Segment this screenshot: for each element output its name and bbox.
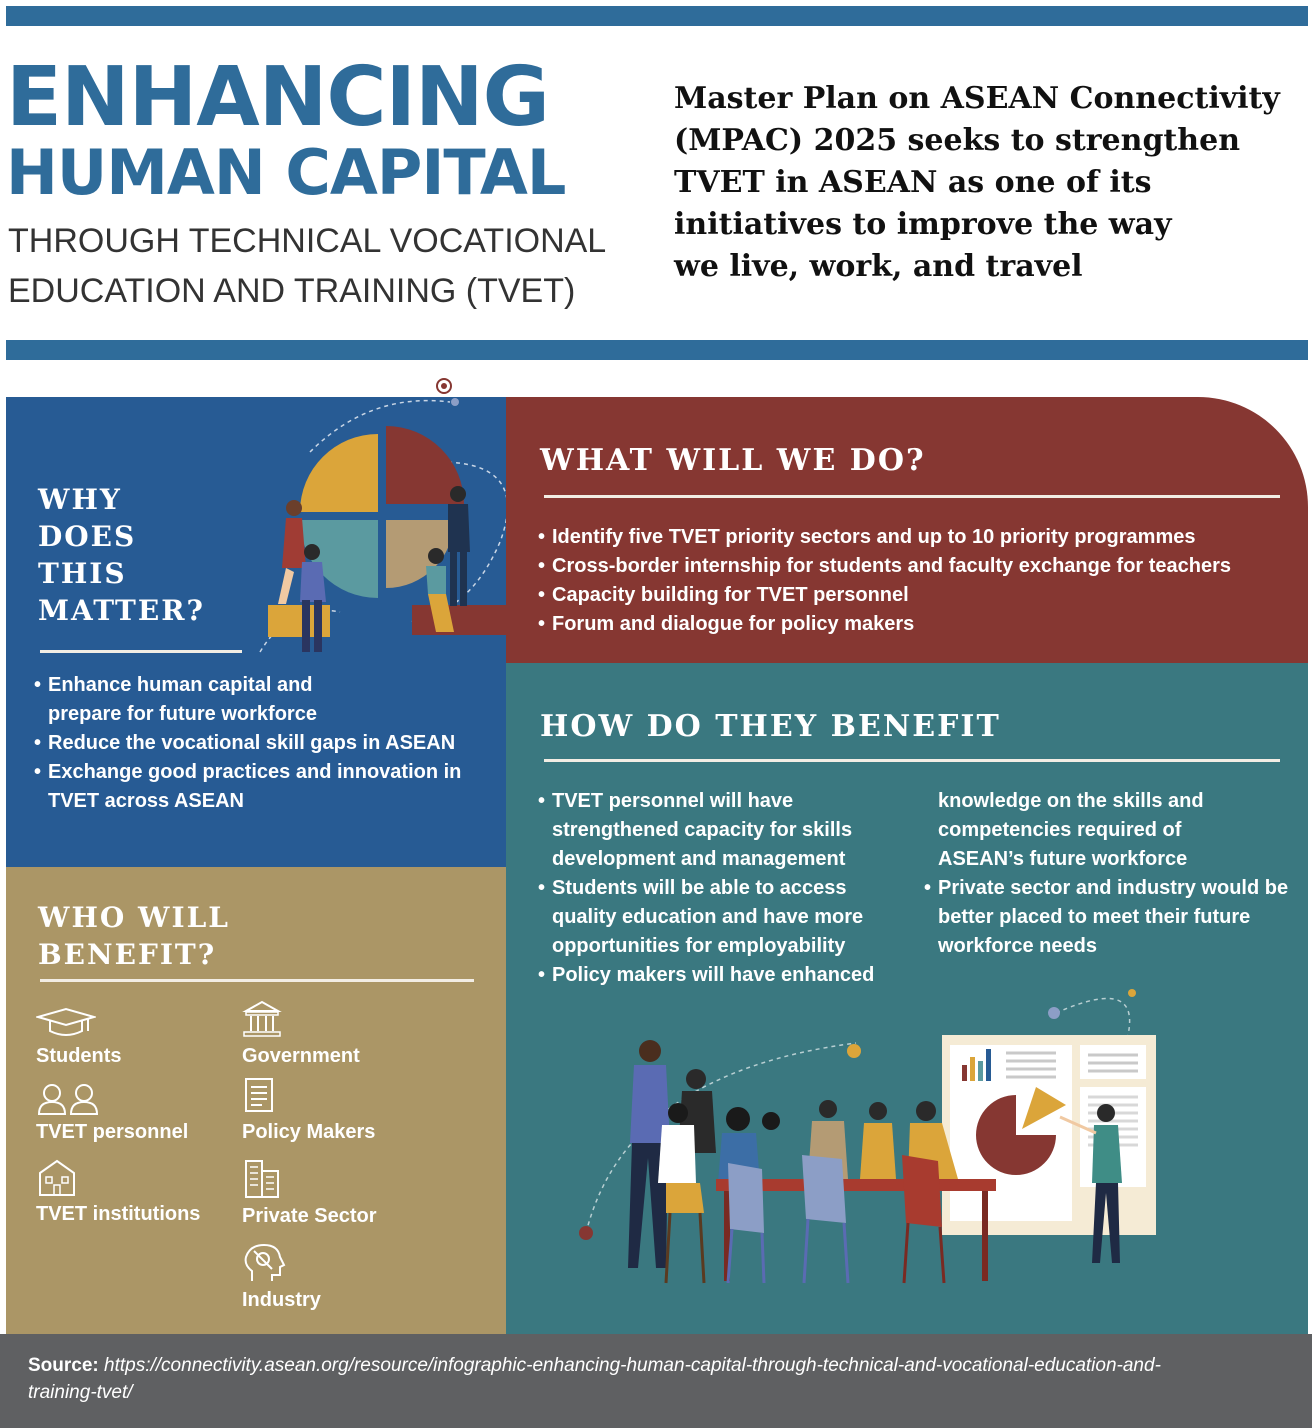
source-footer — [0, 1334, 1312, 1428]
what-rule — [544, 495, 1280, 498]
intro-line: Master Plan on ASEAN Connectivity — [674, 81, 1280, 116]
people-icon — [36, 1083, 102, 1115]
benefit-tvet-institutions — [36, 1157, 200, 1226]
how-rule — [544, 759, 1280, 762]
why-heading-line: THIS — [38, 557, 127, 590]
benefit-label: Government — [242, 1045, 360, 1067]
graduation-cap-icon — [36, 1007, 96, 1039]
why-heading-line: WHY — [38, 483, 122, 516]
how-heading: HOW DO THEY BENEFIT — [540, 709, 1001, 744]
why-heading — [38, 481, 205, 629]
how-bullet: • Policy makers will have enhanced — [538, 961, 893, 990]
how-bullet: • TVET personnel will have strengthened capacity for skills development and management — [538, 787, 862, 874]
subtitle-line-2: EDUCATION AND TRAINING (TVET) — [8, 272, 576, 310]
benefit-label: Private Sector — [242, 1205, 377, 1227]
who-rule — [40, 979, 474, 982]
why-bullets — [34, 671, 494, 816]
what-heading: WHAT WILL WE DO? — [540, 443, 926, 478]
benefit-policy-makers — [242, 1077, 375, 1144]
intro-text — [674, 78, 1294, 288]
benefit-label: Students — [36, 1045, 122, 1067]
why-bullet: • Reduce the vocational skill gaps in ASEAN — [34, 729, 494, 758]
benefit-label: Policy Makers — [242, 1121, 376, 1143]
intro-line: initiatives to improve the way — [674, 207, 1172, 242]
how-bullet: • Private sector and industry would be better placed to meet their future workforce needs — [924, 874, 1290, 961]
benefit-label: TVET institutions — [36, 1203, 201, 1225]
how-continuation: knowledge on the skills and competencies required of ASEAN’s future workforce — [938, 790, 1204, 870]
benefit-industry — [242, 1243, 321, 1312]
what-bullet: • Forum and dialogue for policy makers — [538, 610, 1298, 639]
intro-line: we live, work, and travel — [674, 249, 1083, 284]
benefit-private-sector — [242, 1159, 377, 1228]
subtitle-line-1: THROUGH TECHNICAL VOCATIONAL — [8, 222, 607, 260]
benefit-students — [36, 1007, 122, 1068]
what-bullet: • Cross-border internship for students and faculty exchange for teachers — [538, 552, 1298, 581]
who-panel — [6, 867, 506, 1334]
who-heading — [38, 899, 230, 973]
how-panel — [506, 663, 1308, 1334]
source-label: Source: — [28, 1355, 99, 1376]
who-heading-line: WHO WILL — [38, 901, 230, 934]
subtitle — [8, 216, 628, 316]
why-heading-line: MATTER? — [38, 594, 205, 627]
what-bullet: • Identify five TVET priority sectors and up to 10 priority programmes — [538, 523, 1298, 552]
why-heading-line: DOES — [38, 520, 137, 553]
document-icon — [242, 1077, 278, 1115]
how-bullets-col1 — [538, 787, 893, 990]
why-bullet: • Exchange good practices and innovation in TVET across ASEAN — [34, 758, 468, 816]
source-link[interactable]: https://connectivity.asean.org/resource/infographic-enhancing-human-capital-through-technical-and-vocational-education-and-training-tvet/ — [28, 1355, 1161, 1403]
what-bullet: • Capacity building for TVET personnel — [538, 581, 1298, 610]
intro-line: TVET in ASEAN as one of its — [674, 165, 1152, 200]
top-bar — [6, 6, 1308, 26]
source-text — [28, 1352, 1228, 1406]
title-line-1: ENHANCING — [6, 50, 549, 145]
intro-line: (MPAC) 2025 seeks to strengthen — [674, 123, 1241, 158]
meeting-presentation-illustration — [566, 983, 1226, 1323]
benefit-label: TVET personnel — [36, 1121, 189, 1143]
title-line-2: HUMAN CAPITAL — [6, 136, 566, 209]
why-rule — [40, 650, 242, 653]
benefit-tvet-personnel — [36, 1083, 188, 1144]
how-bullet: • Students will be able to access quality education and have more opportunities for employability — [538, 874, 893, 961]
how-bullets-col2 — [924, 874, 1290, 961]
what-bullets — [538, 523, 1298, 639]
industry-head-icon — [242, 1243, 286, 1283]
header-bottom-bar — [6, 340, 1308, 360]
benefit-government — [242, 999, 360, 1068]
office-tower-icon — [242, 1159, 282, 1199]
who-heading-line: BENEFIT? — [38, 938, 217, 971]
teamwork-pie-illustration — [250, 372, 530, 662]
government-building-icon — [242, 999, 282, 1039]
what-panel — [506, 397, 1308, 663]
why-bullet: • Enhance human capital and prepare for future workforce — [34, 671, 338, 729]
benefit-label: Industry — [242, 1289, 321, 1311]
school-building-icon — [36, 1157, 78, 1197]
